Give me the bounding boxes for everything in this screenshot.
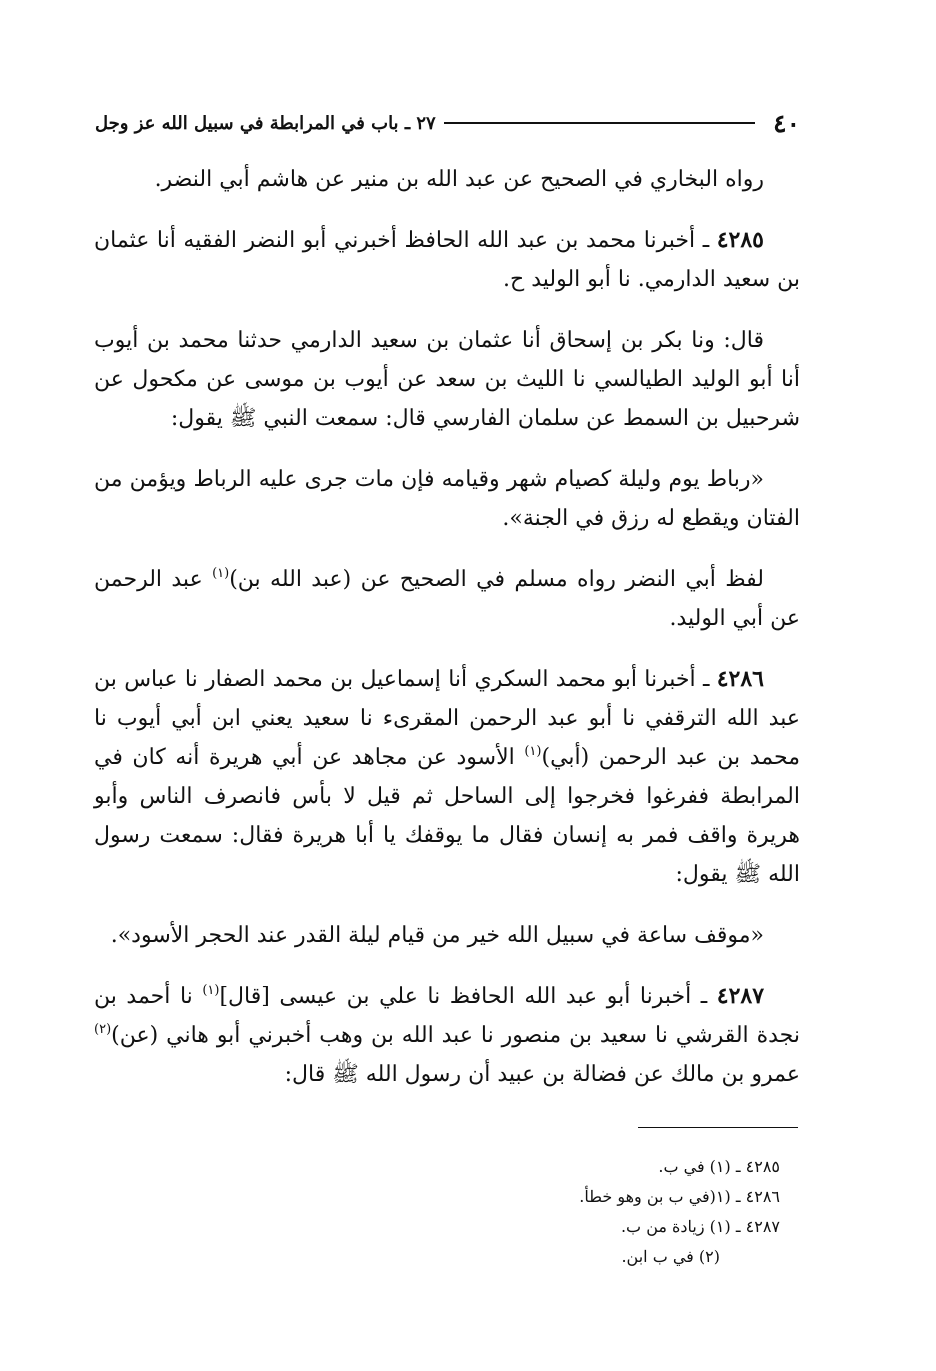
- paragraph-text: ـ أخبرنا محمد بن عبد الله الحافظ أخبرني أبو النضر الفقيه أنا عثمان بن سعيد الدارمي. نا أبو الوليد ح.: [94, 228, 800, 292]
- paragraph-text: نا أحمد بن نجدة القرشي نا سعيد بن منصور نا عبد الله بن وهب أخبرني أبو هاني (عن): [94, 984, 800, 1048]
- running-header: [95, 103, 800, 143]
- footnote-item: (٢) في ب ابن.: [621, 1247, 720, 1266]
- footnote-marker[interactable]: (١): [212, 566, 230, 581]
- paragraph-text: ـ أخبرنا أبو عبد الله الحافظ نا علي بن عيسى [قال]: [219, 984, 708, 1009]
- footnote-marker[interactable]: (٢): [94, 1022, 112, 1037]
- footnote-item: ٤٢٨٥ ـ (١) في ب.: [658, 1157, 780, 1176]
- quote-text: «رباط يوم وليلة كصيام شهر وقيامه فإن مات جرى عليه الرباط ويؤمن من الفتان ويقطع له رزق في الجنة».: [94, 467, 800, 531]
- hadith-number: ٤٢٨٦: [716, 666, 764, 692]
- paragraph-text: لفظ أبي النضر رواه مسلم في الصحيح عن (عبد الله بن): [229, 567, 764, 592]
- hadith-paragraph: [94, 660, 800, 894]
- body-text: [94, 160, 800, 1116]
- page-number: ٤٠: [773, 108, 800, 138]
- footnote-item: ٤٢٨٦ ـ (١(في ب بن وهو خطأ.: [579, 1187, 780, 1206]
- header-rule: [444, 122, 755, 124]
- paragraph-text: عبد الرحمن عن أبي الوليد.: [94, 567, 800, 631]
- hadith-paragraph: [94, 977, 800, 1094]
- running-title: ٢٧ ـ باب في المرابطة في سبيل الله عز وجل: [95, 112, 436, 134]
- quote-text: «موقف ساعة في سبيل الله خير من قيام ليلة القدر عند الحجر الأسود».: [110, 923, 764, 948]
- hadith-number: ٤٢٨٧: [716, 983, 765, 1009]
- paragraph-text: عمرو بن مالك عن فضالة بن عبيد أن رسول الله ﷺ قال:: [284, 1062, 800, 1087]
- footnote-separator: [638, 1127, 798, 1128]
- hadith-quote: [94, 916, 800, 955]
- footnotes: [300, 1152, 780, 1272]
- hadith-quote: [94, 460, 800, 538]
- paragraph: [94, 160, 800, 199]
- paragraph-text: الأسود عن مجاهد عن أبي هريرة أنه كان في المرابطة ففرغوا فخرجوا إلى الساحل ثم قيل لا بأس فانصرف الناس وأبو هريرة واقف فمر به إنسان فقال ما يوقفك يا أبا هريرة فقال: سمعت رسول الله ﷺ يقول:: [94, 745, 800, 887]
- footnote-marker[interactable]: (١): [202, 983, 220, 998]
- paragraph-text: قال: ونا بكر بن إسحاق أنا عثمان بن سعيد الدارمي حدثنا محمد بن أيوب أنا أبو الوليد الطيالسي نا الليث بن سعد عن أيوب بن موسى عن مكحول عن شرحبيل بن السمط عن سلمان الفارسي قال: سمعت النبي ﷺ يقول:: [94, 328, 800, 431]
- footnote-item: ٤٢٨٧ ـ (١) زيادة من ب.: [620, 1217, 780, 1236]
- paragraph: [94, 321, 800, 438]
- footnote-marker[interactable]: (١): [524, 744, 542, 759]
- paragraph-text: رواه البخاري في الصحيح عن عبد الله بن منير عن هاشم أبي النضر.: [154, 167, 764, 192]
- hadith-number: ٤٢٨٥: [716, 227, 764, 253]
- hadith-paragraph: [94, 221, 800, 299]
- paragraph-text: ـ أخبرنا أبو محمد السكري أنا إسماعيل بن محمد الصفار نا عباس بن عبد الله الترقفي نا أبو عبد الرحمن المقرىء نا سعيد يعني ابن أبي أيوب نا محمد بن عبد الرحمن (أبي): [94, 667, 800, 770]
- paragraph: [94, 560, 800, 638]
